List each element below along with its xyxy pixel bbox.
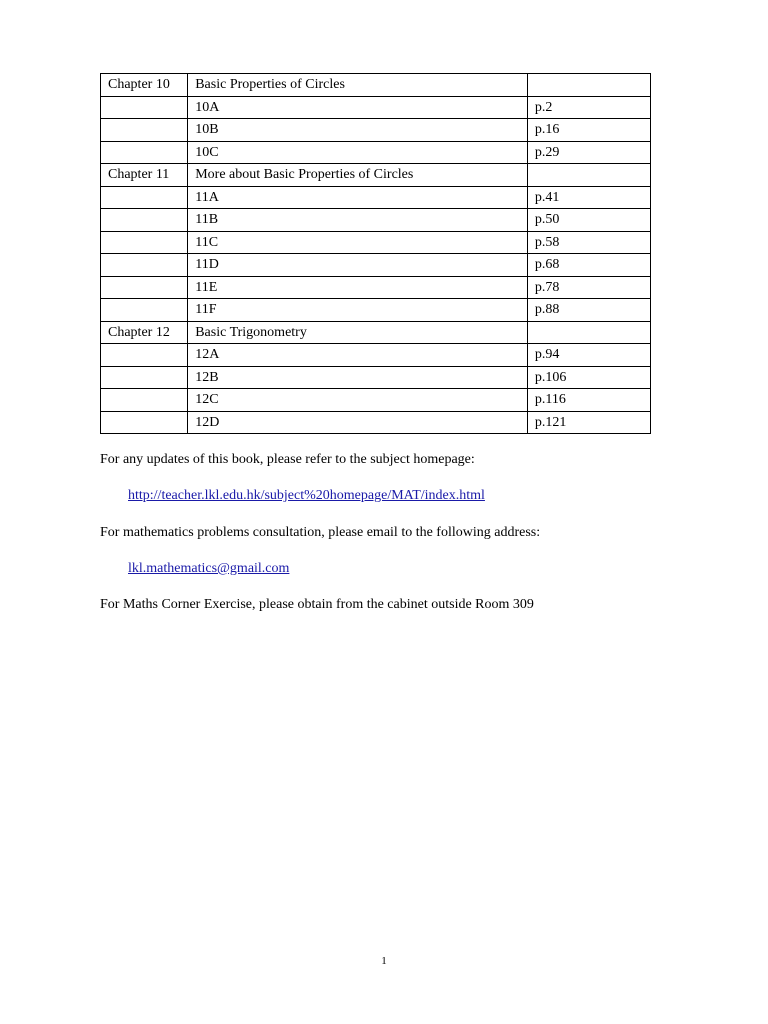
- table-row: [101, 276, 651, 299]
- chapter-cell: Chapter 10: [101, 74, 188, 97]
- section-cell: 11C: [188, 231, 528, 254]
- section-cell: 11F: [188, 299, 528, 322]
- section-cell: 10A: [188, 96, 528, 119]
- table-row: [101, 96, 651, 119]
- table-row: [101, 231, 651, 254]
- table-row: [101, 366, 651, 389]
- chapter-cell: [101, 276, 188, 299]
- page-cell: p.106: [527, 366, 650, 389]
- table-row: [101, 344, 651, 367]
- section-cell: 11D: [188, 254, 528, 277]
- table-row: [101, 411, 651, 434]
- chapter-cell: [101, 141, 188, 164]
- page-cell: [527, 164, 650, 187]
- section-cell: 10C: [188, 141, 528, 164]
- page-cell: p.58: [527, 231, 650, 254]
- section-cell: 12B: [188, 366, 528, 389]
- table-row: [101, 164, 651, 187]
- table-row: [101, 389, 651, 412]
- chapter-cell: [101, 96, 188, 119]
- section-cell: 12C: [188, 389, 528, 412]
- section-cell: 11E: [188, 276, 528, 299]
- chapter-cell: [101, 186, 188, 209]
- homepage-link[interactable]: http://teacher.lkl.edu.hk/subject%20homepage/MAT/index.html: [128, 488, 485, 503]
- page-cell: [527, 74, 650, 97]
- chapter-cell: Chapter 11: [101, 164, 188, 187]
- consultation-note: For mathematics problems consultation, please email to the following address:: [100, 525, 541, 540]
- chapter-cell: [101, 389, 188, 412]
- section-cell: Basic Properties of Circles: [188, 74, 528, 97]
- section-cell: 12A: [188, 344, 528, 367]
- chapter-cell: [101, 209, 188, 232]
- section-cell: 10B: [188, 119, 528, 142]
- page-cell: p.78: [527, 276, 650, 299]
- table-row: [101, 141, 651, 164]
- chapter-cell: [101, 411, 188, 434]
- page-cell: [527, 321, 650, 344]
- section-cell: 11B: [188, 209, 528, 232]
- chapter-cell: [101, 254, 188, 277]
- updates-note: For any updates of this book, please refer to the subject homepage:: [100, 452, 475, 467]
- table-row: [101, 254, 651, 277]
- page-cell: p.116: [527, 389, 650, 412]
- chapter-cell: Chapter 12: [101, 321, 188, 344]
- page-cell: p.94: [527, 344, 650, 367]
- page-cell: p.50: [527, 209, 650, 232]
- table-of-contents: [100, 73, 651, 434]
- page-cell: p.2: [527, 96, 650, 119]
- table-row: [101, 119, 651, 142]
- chapter-cell: [101, 119, 188, 142]
- page-cell: p.16: [527, 119, 650, 142]
- table-row: [101, 186, 651, 209]
- page-cell: p.29: [527, 141, 650, 164]
- chapter-cell: [101, 231, 188, 254]
- section-cell: 11A: [188, 186, 528, 209]
- page-cell: p.68: [527, 254, 650, 277]
- table-row: [101, 209, 651, 232]
- chapter-cell: [101, 344, 188, 367]
- page-number: 1: [381, 955, 387, 967]
- table-body: [101, 74, 651, 434]
- table-row: [101, 299, 651, 322]
- table-row: [101, 321, 651, 344]
- page-cell: p.41: [527, 186, 650, 209]
- table-row: [101, 74, 651, 97]
- page-cell: p.121: [527, 411, 650, 434]
- exercise-note: For Maths Corner Exercise, please obtain from the cabinet outside Room 309: [100, 597, 534, 612]
- chapter-cell: [101, 299, 188, 322]
- page-cell: p.88: [527, 299, 650, 322]
- chapter-cell: [101, 366, 188, 389]
- section-cell: Basic Trigonometry: [188, 321, 528, 344]
- section-cell: 12D: [188, 411, 528, 434]
- email-link[interactable]: lkl.mathematics@gmail.com: [128, 561, 290, 576]
- section-cell: More about Basic Properties of Circles: [188, 164, 528, 187]
